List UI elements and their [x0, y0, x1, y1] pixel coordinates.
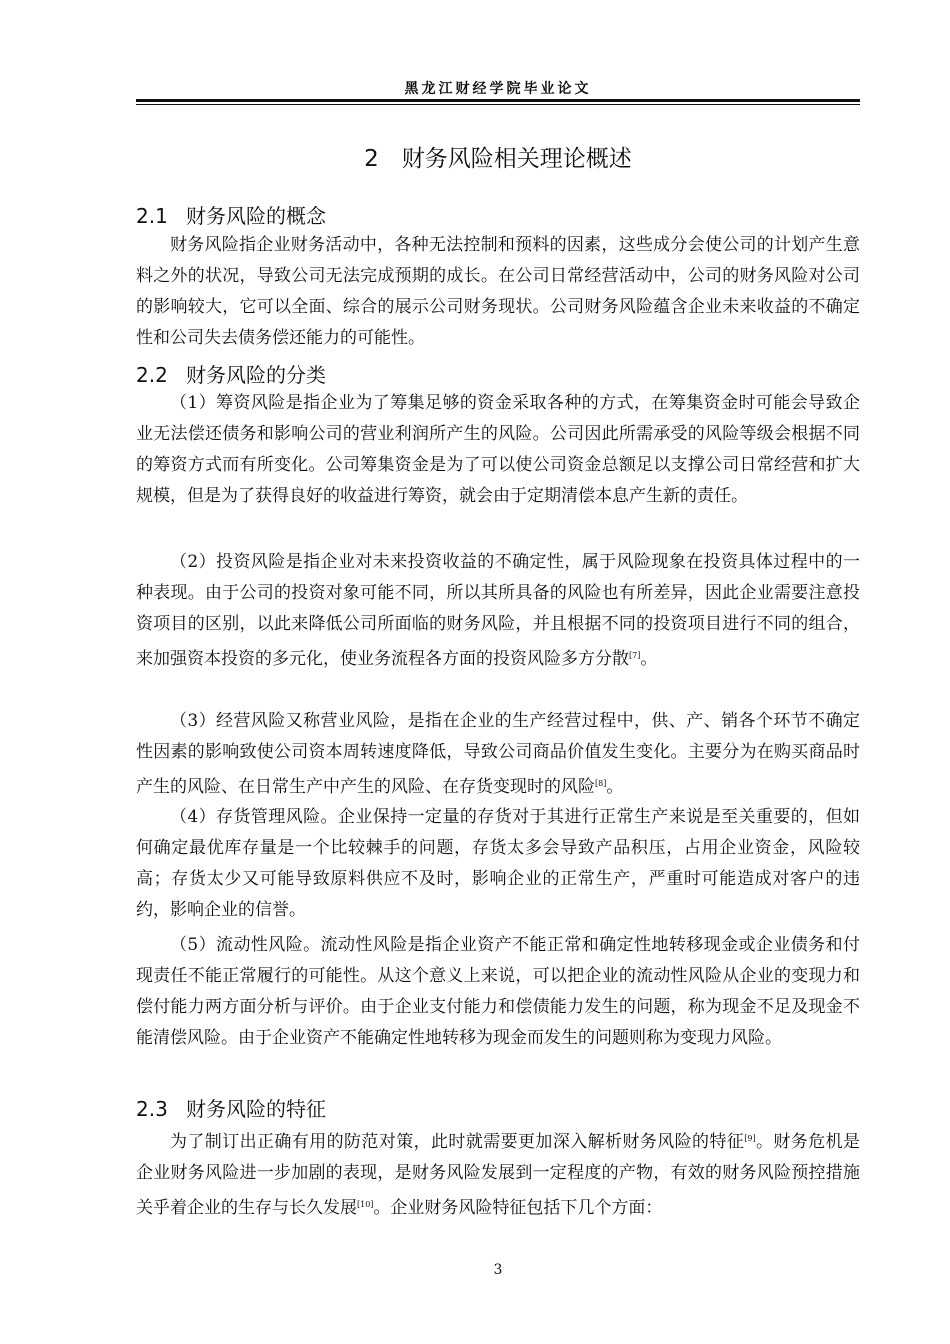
section-heading-2-3: [136, 1093, 326, 1122]
section-title: 财务风险的特征: [186, 1097, 326, 1121]
paragraph-investment-risk: [136, 547, 860, 675]
header-rule-thin: [136, 104, 860, 105]
paragraph-text: （2）投资风险是指企业对未来投资收益的不确定性，属于风险现象在投资具体过程中的一种表现。由于公司的投资对象可能不同，所以其所具备的风险也有所差异，因此企业需要注意投资项目的区别，以此来降低公司所面临的财务风险，并且根据不同的投资项目进行不同的组合，来加强资本投资的多元化，使业务流程各方面的投资风险多方分散: [136, 552, 860, 669]
citation: [9]: [744, 1134, 756, 1143]
paragraph-text: 。财务危机是企业财务风险进一步加剧的表现，是财务风险发展到一定程度的产物，有效的财务风险预控措施关乎着企业的生存与长久发展: [136, 1132, 861, 1218]
chapter-title: 2 财务风险相关理论概述: [364, 146, 632, 172]
paragraph-tail: 。: [606, 777, 624, 797]
paragraph-operating-risk: [136, 706, 860, 803]
section-heading-2-2: [136, 359, 326, 388]
paragraph-liquidity-risk: （5）流动性风险。流动性风险是指企业资产不能正常和确定性地转移现金或企业债务和付现责任不能正常履行的可能性。从这个意义上来说，可以把企业的流动性风险从企业的变现力和偿付能力两方面分析与评价。由于企业支付能力和偿债能力发生的问题，称为现金不足及现金不能清偿风险。由于企业资产不能确定性地转移为现金而发生的问题则称为变现力风险。: [136, 935, 860, 1048]
paragraph-inventory-risk: （4）存货管理风险。企业保持一定量的存货对于其进行正常生产来说是至关重要的，但如何确定最优库存量是一个比较棘手的问题，存货太多会导致产品积压，占用企业资金，风险较高；存货太少又可能导致原料供应不及时，影响企业的正常生产，严重时可能造成对客户的违约，影响企业的信誉。: [136, 807, 860, 920]
section-number: 2.2: [136, 363, 168, 387]
section-title: 财务风险的分类: [186, 363, 326, 387]
page-number: 3: [493, 1262, 503, 1278]
paragraph-financing-risk: （1）筹资风险是指企业为了筹集足够的资金采取各种的方式，在筹集资金时可能会导致企业无法偿还债务和影响公司的营业利润所产生的风险。公司因此所需承受的风险等级会根据不同的筹资方式而有所变化。公司筹集资金是为了可以使公司资金总额足以支撑公司日常经营和扩大规模，但是为了获得良好的收益进行筹资，就会由于定期清偿本息产生新的责任。: [136, 393, 860, 506]
citation: [8]: [595, 779, 607, 788]
paragraph-characteristics: [136, 1123, 860, 1224]
paragraph-concept: 财务风险指企业财务活动中，各种无法控制和预料的因素，这些成分会使公司的计划产生意料之外的状况，导致公司无法完成预期的成长。在公司日常经营活动中，公司的财务风险对公司的影响较大，它可以全面、综合的展示公司财务现状。公司财务风险蕴含企业未来收益的不确定性和公司失去债务偿还能力的可能性。: [136, 235, 860, 348]
section-heading-2-1: [136, 200, 326, 229]
section-number: 2.1: [136, 204, 168, 228]
paragraph-text: 。企业财务风险特征包括下几个方面：: [373, 1198, 663, 1218]
section-title: 财务风险的概念: [186, 204, 326, 228]
header-rule-thick: [136, 99, 860, 102]
paragraph-text: （3）经营风险又称营业风险，是指在企业的生产经营过程中，供、产、销各个环节不确定性因素的影响致使公司资本周转速度降低，导致公司商品价值发生变化。主要分为在购买商品时产生的风险、在日常生产中产生的风险、在存货变现时的风险: [136, 711, 860, 797]
running-header: 黑龙江财经学院毕业论文: [404, 81, 592, 97]
section-number: 2.3: [136, 1097, 168, 1121]
citation: [10]: [357, 1200, 374, 1209]
paragraph-tail: 。: [640, 649, 658, 669]
citation: [7]: [629, 651, 641, 660]
paragraph-text: 为了制订出正确有用的防范对策，此时就需要更加深入解析财务风险的特征: [170, 1132, 745, 1152]
